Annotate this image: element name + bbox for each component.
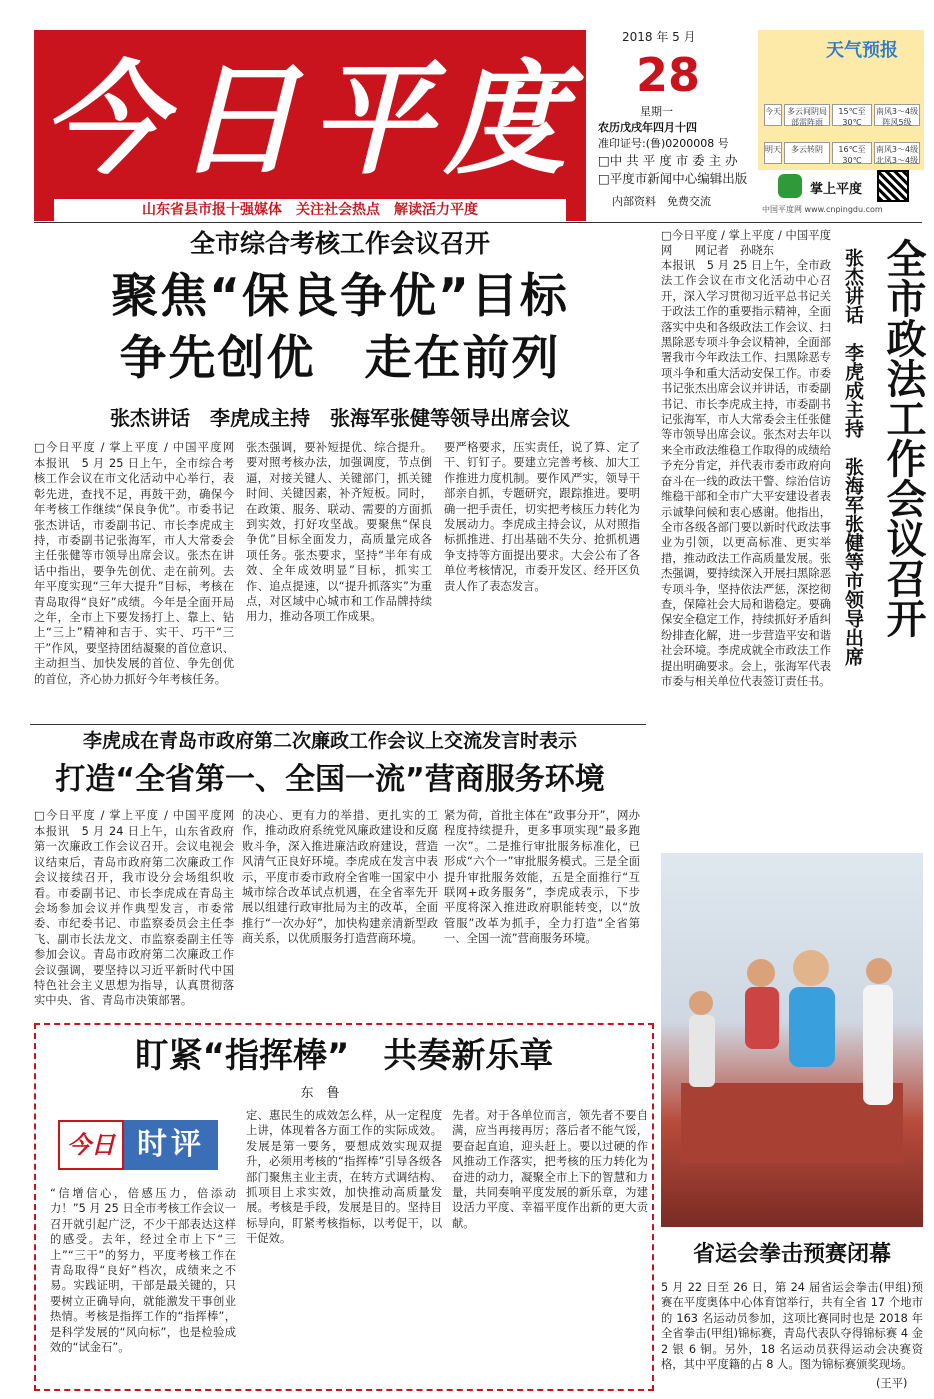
weather-desc: 多云转阴 (784, 142, 830, 164)
weather-title: 天气预报 (826, 40, 898, 61)
masthead-logo (34, 30, 586, 221)
weather-wind: 南风3～4级 北风3～4级 (874, 142, 920, 164)
second-byline: □今日平度 / 掌上平度 / 中国平度网 (34, 809, 234, 822)
second-column-2: 的决心、更有力的举措、更扎实的工作，推动政府系统党风廉政建设和反腐败斗争，深入推进廉洁政府建设，营造风清气正良好环境。李虎成在发言中表示，平度市委市政府全省唯一国家中小城市综合改革试点机遇，在全省率先开展以组建行政审批局为主的改革，全面推行“一次办好”，加快构建亲清新型政商关系，以优质服务打造营商环境。 (242, 809, 438, 946)
photo-text: 5 月 22 日至 26 日，第 24 届省运会拳击(甲组)预赛在平度奥体中心体育馆举行，共有全省 17 个地市的 163 名运动员参加，这项比赛同时也是 2018 年全省拳击(甲组)锦标赛，青岛代表队夺得锦标赛 4 金 2 银 6 铜。另外，18 名运动员获得运动会决赛资格，其中平度籍的占 8 人。图为锦标赛颁奖现场。 (661, 1281, 923, 1372)
weather-wind: 南风3～4级阵风5级 (874, 104, 920, 126)
app-icon (778, 174, 802, 198)
issue-note: 内部资料 免费交流 (612, 195, 711, 208)
weather-temp: 15℃至 30℃ (832, 104, 872, 126)
app-name: 掌上平度 (810, 182, 863, 197)
lead-title-1: 聚焦“保良争优”目标 (111, 269, 569, 324)
issue-weekday: 星期一 (640, 105, 673, 118)
commentary-title: 盯紧“指挥棒” 共奏新乐章 (134, 1036, 554, 1076)
qr-code-icon (877, 170, 909, 202)
commentary-author: 东 鲁 (300, 1086, 340, 1101)
commentary-column-1: “信增信心，倍感压力，倍添动力！”5 月 25 日全市考核工作会议一召开就引起广泛，不少干部表达这样的感受。去年，经过全市上下“三上”“三干”的努力，平度考核工作在青岛取得“良好”档次，成绩来之不易。实践证明，干部是最关键的，只要树立正确导向，就能激发干事创业热情。考核是指挥工作的“指挥棒”，是科学发展的“风向标”，也是检验成效的“试金石”。 (50, 1187, 236, 1355)
issue-lunar: 农历戊戌年四月十四 (598, 121, 697, 134)
right-body-bottom (661, 758, 923, 848)
right-vertical-subtitle: 张杰讲话 李虎成主持 张海军张健等市领导出席 (842, 248, 864, 666)
issue-year-month: 2018 年 5 月 (622, 30, 696, 44)
right-byline: □今日平度 / 掌上平度 / 中国平度网 网记者 孙晓东 (661, 229, 831, 256)
issue-license: 准印证号:(鲁)0200008 号 (598, 137, 729, 150)
right-body-top: 本报讯 5 月 25 日上午，全市政法工作会议在市文化活动中心召开，深入学习贯彻习近平总书记关于政法工作的重要指示精神，全面落实中央和各级政法工作会议、扫黑除恶专项斗争会议精神，全面部署我市今年政法工作、扫黑除恶专项斗争和重大活动安保工作。市委书记张杰出席会议并讲话，市委副书记、市长李虎成主持，市委副书记张海军，市人大常委会主任张健等市领导出席会议。张杰对去年以来全市政法维稳工作取得的成绩给予充分肯定，并代表市委市政府向奋斗在一线的政法干警、综治信访维稳干部和全市广大平安建设者表示诚挚问候和衷心感谢。他指出，全市各级各部门要以新时代政法事业为引领，以更高标准、更实举措，推动政法工作高质量发展。张杰强调，要持续深入开展扫黑除恶专项斗争，坚持依法严惩，深挖彻查，保障社会大局和谐稳定。要确保安全稳定工作，持续抓好矛盾纠纷排查化解，进一步营造平安和谐社会环境。李虎成就全市政法工作提出明确要求。会上，张海军代表市委与相关单位代表签订责任书。 (661, 259, 831, 688)
second-column-1: 本报讯 5 月 24 日上午，山东省政府第一次廉政工作会议召开。会议电视会议结束后，青岛市政府第二次廉政工作会议接续召开，我市设分会场组织收看。市委副书记、市长李虎成在青岛主会场参加会议并作典型发言，市委常委、市纪委书记、市监察委员会主任李飞、副市长法龙文、市监察委副主任等参加会议。青岛市政府第二次廉政工作会议强调，要坚持以习近平新时代中国特色社会主义思想为指导，认真贯彻落实中央、省、青岛市决策部署。 (34, 825, 234, 1008)
lead-column-3: 要严格要求，压实责任，说了算、定了干、钉钉子。要建立完善考核、加大工作推进力度机制。要作风严实，领导干部亲自抓，专题研究，跟踪推进。要明确一把手责任，切实把考核压力转化为发展动力。李虎成主持会议，从对照指标抓推进、打出基础不失分、抢抓机遇争支持等方面提出要求。大会公布了各单位考核情况，市委开发区、经开区负责人作了表态发言。 (444, 441, 640, 593)
lead-kicker: 全市综合考核工作会议召开 (189, 229, 490, 258)
weather-temp: 16℃至 30℃ (832, 142, 872, 164)
header-divider (34, 222, 922, 223)
site-url: 中国平度网 www.cnpingdu.com (762, 205, 883, 214)
right-vertical-title: 全市政法工作会议召开 (880, 238, 926, 638)
weather-desc: 多云间阴局部雷阵雨 (784, 104, 830, 126)
commentary-column-2: 定、惠民生的成效怎么样，从一定程度上讲，体现着各方面工作的实际成效。发展是第一要务，要想成效实现双提升，必须用考核的“指挥棒”引导各级各部门聚焦主业主责，在转方式调结构、抓项目上求实效，加快推动高质量发展。考核是手段，发展是目的。坚持目标导向，盯紧考核指标，以考促干，以干促效。 (246, 1109, 442, 1246)
issue-org2: □平度市新闻中心编辑出版 (598, 171, 748, 186)
second-kicker: 李虎成在青岛市政府第二次廉政工作会议上交流发言时表示 (82, 730, 577, 752)
masthead-title: 今日平度 (42, 47, 578, 191)
second-title: 打造“全省第一、全国一流”营商服务环境 (55, 762, 605, 797)
commentary-column-3: 先者。对于各单位而言，领先者不要自满，应当再接再厉；落后者不能气馁，要奋起直追，迎头赶上。要以过硬的作风推动工作落实，把考核的压力转化为奋进的动力，凝聚全市上下的智慧和力量，共同奏响平度发展的新乐章，为建设活力平度、幸福平度作出新的更大贡献。 (452, 1109, 648, 1230)
weather-row-today (764, 104, 920, 126)
photo-caption: 省运会拳击预赛闭幕 (692, 1242, 891, 1267)
lead-subtitle: 张杰讲话 李虎成主持 张海军张健等领导出席会议 (110, 406, 570, 430)
lead-column-2: 张杰强调，要补短提优、综合提升。要对照考核办法，加强调度，节点倒逼，对接关键人、关键部门，抓关键时间、关键因素，补齐短板。同时，在政策、服务、联动、需要的方面抓到实效，打好攻坚战。要聚焦“保良争优”目标全面发力，高质量完成各项任务。张杰要求，坚持“半年有成效、全年成效明显”目标，抓实工作、追点提速，以“提升抓落实”为重点，对区域中心城市和工作品牌持续用力，推动各项工作成果。 (246, 441, 432, 624)
lead-byline: □今日平度 / 掌上平度 / 中国平度网 (34, 441, 234, 454)
boxing-award-photo (661, 853, 923, 1227)
masthead-slogan: 山东省县市报十强媒体 关注社会热点 解读活力平度 (54, 199, 566, 221)
issue-day: 28 (636, 48, 701, 102)
commentary-badge-comment: 时评 (124, 1120, 218, 1170)
lead-column-1: 本报讯 5 月 25 日上午，全市综合考核工作会议在市文化活动中心举行，表彰先进，查找不足，再鼓干劲，确保今年考核工作继续“保良争优”。市委书记张杰讲话，市委副书记、市长李虎成主持，市委副书记张海军，市人大常委会主任张健等市领导出席会议。张杰在讲话中指出，要争先创优、走在前列。去年平度实现“三年大提升”目标，考核在青岛取得“良好”成绩。今年是全面开局之年，全市上下要发扬打上、靠上、钻上“三上”精神和吉于、实干、巧干“三干”作风，要坚持团结凝聚的首位意识、主动担当、加快发展的首位、争先创优的首位，齐心协力抓好今年考核任务。 (34, 457, 234, 686)
commentary-badge-today: 今日 (58, 1120, 124, 1170)
weather-row-tomorrow (764, 142, 920, 164)
photo-credit: (王平) (876, 1377, 908, 1390)
issue-org1: □中 共 平 度 市 委 主 办 (598, 153, 738, 168)
lead-title-2: 争先创优 走在前列 (119, 331, 561, 386)
weather-day: 明天 (764, 142, 782, 164)
section-divider (30, 724, 646, 725)
weather-day: 今天 (764, 104, 782, 126)
second-column-3: 紧为荷，首批主体在“政事分开”，网办程度持续提升，更多事项实现“最多跑一次”。二是推行审批服务标准化，已形成“六个一”审批服务模式。三是全面提升审批服务效能，五是全面推行“互联网+政务服务”，李虎成表示，下步平度将深入推进政府职能转变，以“放管服”改革为抓手，全力打造“全省第一、全国一流”营商服务环境。 (444, 809, 640, 946)
